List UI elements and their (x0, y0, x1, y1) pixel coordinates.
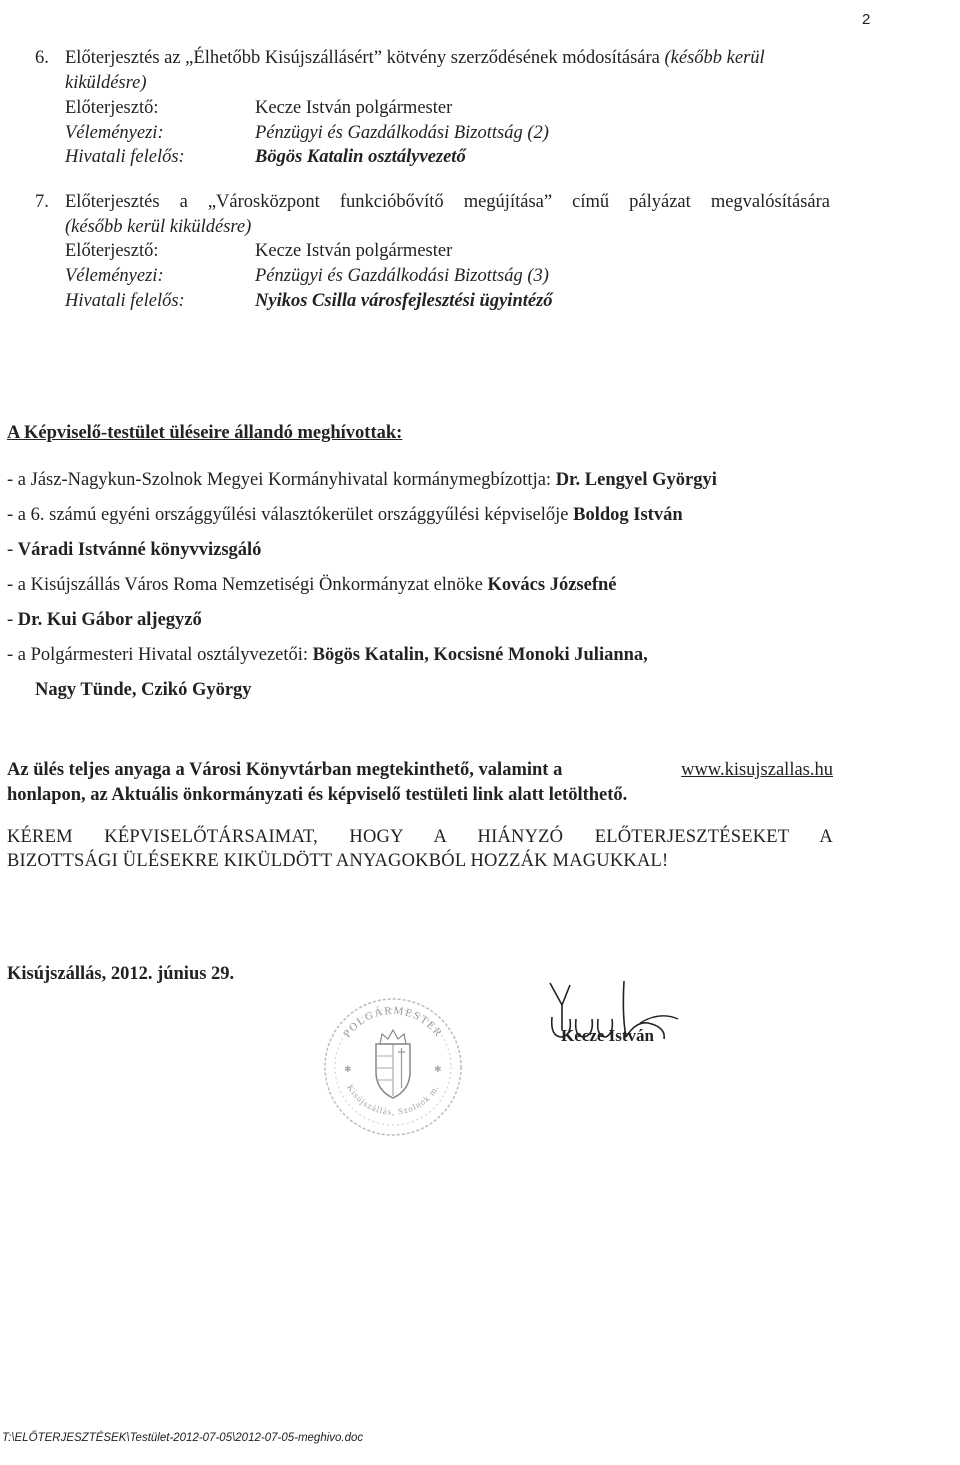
invitee-6: - a Polgármesteri Hivatal osztályvezetői: Bögös Katalin, Kocsisné Monoki Julianna, (7, 645, 648, 665)
item-6-presenter: Előterjesztő: Kecze István polgármester (65, 98, 453, 118)
item-6-title: Előterjesztés az „Élhetőbb Kisújszállásért” kötvény szerződésének módosítására (később kerül (65, 48, 765, 68)
invitee-2: - a 6. számú egyéni országgyűlési választókerület országgyűlési képviselője Boldog István (7, 505, 683, 525)
invitee-1: - a Jász-Nagykun-Szolnok Megyei Kormányhivatal kormánymegbízottja: Dr. Lengyel Györgyi (7, 470, 717, 490)
item-6-reviewer: Véleményezi: Pénzügyi és Gazdálkodási Bizottság (2) (65, 123, 549, 143)
notice-line-1: Az ülés teljes anyaga a Városi Könyvtárban megtekinthető, valamint a www.kisujszallas.hu (7, 760, 833, 780)
item-7-title: Előterjesztés a „Városközpont funkcióbővítő megújítása” című pályázat megvalósítására (65, 192, 830, 212)
request-line-2: BIZOTTSÁGI ÜLÉSEKRE KIKÜLDÖTT ANYAGOKBÓL HOZZÁK MAGUKKAL! (7, 851, 669, 871)
svg-text:✱: ✱ (434, 1064, 442, 1074)
official-stamp (318, 992, 468, 1142)
stamp-top-text: POLGÁRMESTER (341, 1004, 445, 1040)
item-7-reviewer: Véleményezi: Pénzügyi és Gazdálkodási Bizottság (3) (65, 266, 549, 286)
stamp-bottom-text: Kisújszállás, Szolnok m. (345, 1082, 441, 1117)
invitees-heading: A Képviselő-testület üléseire állandó meghívottak: (7, 423, 403, 443)
invitee-5: - Dr. Kui Gábor aljegyző (7, 610, 202, 630)
item-6-number: 6. (35, 48, 49, 68)
item-6-responsible: Hivatali felelős: Bögös Katalin osztályvezető (65, 147, 466, 167)
item-7-number: 7. (35, 192, 49, 212)
notice-line-2: honlapon, az Aktuális önkormányzati és képviselő testületi link alatt letölthető. (7, 785, 628, 805)
file-path-footer: T:\ELŐTERJESZTÉSEK\Testület-2012-07-05\2012-07-05-meghivo.doc (2, 1432, 364, 1444)
invitee-3: - Váradi Istvánné könyvvizsgáló (7, 540, 262, 560)
item-6-title-cont: kiküldésre) (65, 73, 147, 93)
date-line: Kisújszállás, 2012. június 29. (7, 964, 235, 984)
invitee-4: - a Kisújszállás Város Roma Nemzetiségi Önkormányzat elnöke Kovács Józsefné (7, 575, 617, 595)
item-7-presenter: Előterjesztő: Kecze István polgármester (65, 241, 453, 261)
coat-of-arms-icon (376, 1030, 410, 1098)
svg-text:✱: ✱ (344, 1064, 352, 1074)
website-link[interactable]: www.kisujszallas.hu (681, 760, 833, 780)
request-line-1: KÉREM KÉPVISELŐTÁRSAIMAT, HOGY A HIÁNYZÓ ELŐTERJESZTÉSEKET A (7, 827, 833, 847)
signatory-name: Kecze István (561, 1026, 655, 1045)
item-7-responsible: Hivatali felelős: Nyikos Csilla városfejlesztési ügyintéző (65, 291, 553, 311)
page-number: 2 (862, 11, 871, 28)
item-7-title-cont: (később kerül kiküldésre) (65, 217, 252, 237)
invitee-6-cont: Nagy Tünde, Czikó György (35, 680, 252, 700)
